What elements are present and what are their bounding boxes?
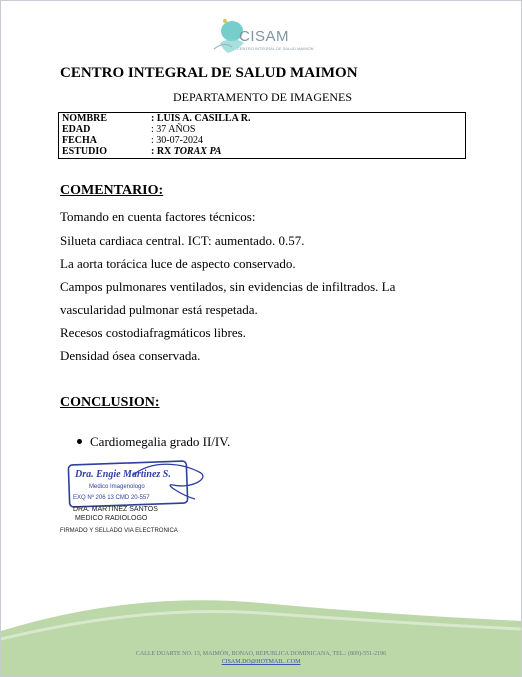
patient-label: ESTUDIO (62, 146, 108, 157)
comment-heading: COMENTARIO: (60, 183, 164, 198)
patient-row-study (59, 146, 465, 157)
logo-text: CISAM (239, 28, 290, 45)
comment-line: Silueta cardiaca central. ICT: aumentado. 0.57. (60, 233, 305, 248)
study-name: TORAX PA (173, 146, 222, 157)
department-title: DEPARTAMENTO DE IMAGENES (173, 90, 352, 104)
comment-line: Tomando en cuenta factores técnicos: (60, 209, 256, 224)
conclusion-heading: CONCLUSION: (60, 395, 160, 410)
comment-line: vascularidad pulmonar está respetada. (60, 302, 258, 317)
patient-row-date (59, 135, 465, 146)
stamp-exq: EXQ Nº 206 13 CMD 20-557 (73, 495, 150, 501)
signature-title: MEDICO RADIOLOGO (75, 515, 148, 522)
patient-label: FECHA (62, 135, 97, 146)
patient-value: : LUIS A. CASILLA R. (151, 113, 251, 124)
patient-info-box (58, 112, 466, 159)
patient-label: NOMBRE (62, 113, 107, 124)
patient-row-age (59, 124, 465, 135)
comment-line: La aorta torácica luce de aspecto conservado. (60, 256, 296, 271)
footer-email[interactable]: CISAM.DO@HOTMAIL .COM (221, 659, 301, 665)
signature-name: DRA. MARTINEZ SANTOS (73, 506, 158, 513)
patient-value: : 30-07-2024 (151, 135, 203, 146)
stamp-role: Medico Imagenologo (89, 484, 145, 490)
patient-label: EDAD (62, 124, 91, 135)
comment-line: Recesos costodiafragmáticos libres. (60, 325, 246, 340)
footer-address: CALLE DUARTE NO. 13, MAIMÓN, BONAO, REPUBLICA DOMINICANA, TEL.: (809)-551-2196 (135, 651, 387, 657)
signature-note: FIRMADO Y SELLADO VIA ELECTRONICA (60, 528, 178, 534)
bullet-icon (77, 439, 82, 444)
comment-line: Campos pulmonares ventilados, sin evidencias de infiltrados. La (60, 279, 396, 294)
patient-value: : 37 AÑOS (151, 124, 196, 135)
patient-value (151, 146, 221, 157)
patient-row-name (59, 113, 465, 124)
logo-subtitle: CENTRO INTEGRAL DE SALUD MAIMON (237, 46, 314, 51)
study-prefix: : RX (151, 146, 174, 157)
comment-line: Densidad ósea conservada. (60, 348, 201, 363)
stamp-name: Dra. Engie Martinez S. (75, 469, 171, 480)
page-title: CENTRO INTEGRAL DE SALUD MAIMON (60, 65, 358, 81)
conclusion-item: Cardiomegalia grado II/IV. (90, 434, 231, 449)
